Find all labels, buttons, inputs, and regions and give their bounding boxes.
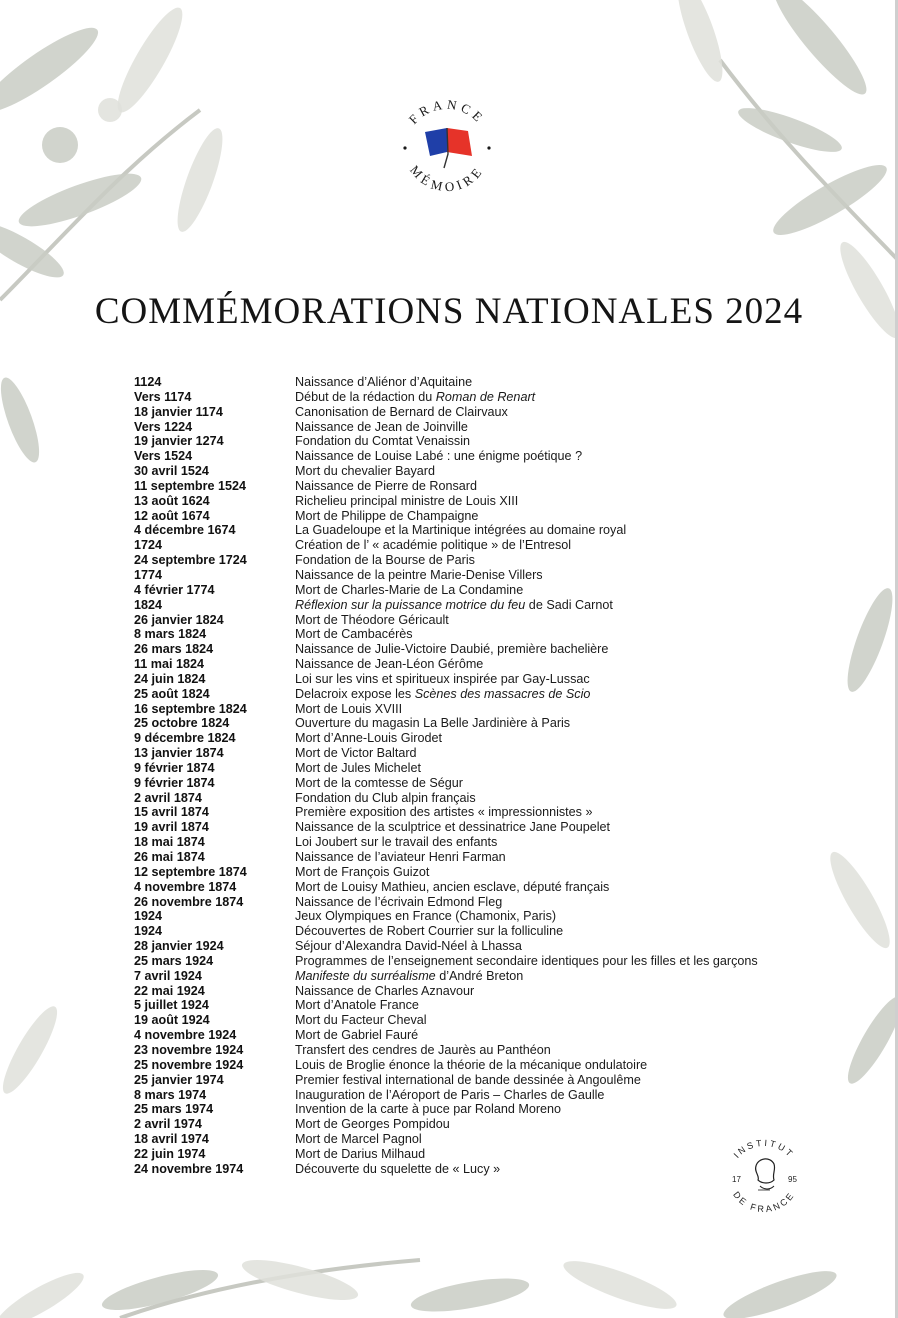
event-text: Fondation du Comtat Venaissin [295,434,471,449]
event-description [295,687,590,702]
event-description [295,969,523,984]
event-date: 2 avril 1874 [134,790,202,805]
list-item [134,746,824,761]
list-item [134,909,824,924]
event-date: 4 novembre 1924 [134,1028,237,1043]
event-description [295,1117,450,1132]
event-date: Vers 1524 [134,449,193,464]
event-text: Mort d’Anatole France [295,998,419,1013]
event-description [295,1028,418,1043]
event-date: 11 septembre 1524 [134,478,247,493]
list-item [134,464,824,479]
list-item [134,820,824,835]
event-description [295,880,609,895]
event-text: Premier festival international de bande dessinée à Angoulême [295,1072,641,1087]
list-item [134,598,824,613]
event-text: Delacroix expose les [295,686,415,701]
event-text: Découverte du squelette de « Lucy » [295,1161,501,1176]
event-description [295,1162,500,1177]
event-date: Vers 1174 [134,389,192,404]
event-description [295,642,608,657]
list-item [134,924,824,939]
event-description [295,405,508,420]
event-date: 9 février 1874 [134,760,215,775]
event-description [295,702,402,717]
event-date: 25 janvier 1974 [134,1072,224,1087]
event-date: 25 novembre 1924 [134,1057,244,1072]
event-date: 12 août 1674 [134,508,210,523]
list-item [134,509,824,524]
event-text: Canonisation de Bernard de Clairvaux [295,404,508,419]
france-memoire-logo [392,88,502,208]
event-description [295,835,497,850]
event-text: Mort de la comtesse de Ségur [295,775,463,790]
event-text: Naissance de Pierre de Ronsard [295,478,478,493]
event-text-after: de Sadi Carnot [525,597,613,612]
list-item [134,1013,824,1028]
event-text: Découvertes de Robert Courrier sur la folliculine [295,924,564,939]
list-item [134,687,824,702]
event-text: Naissance de Charles Aznavour [295,983,475,998]
event-text: Début de la rédaction du [295,389,436,404]
event-description [295,390,535,405]
event-date: 30 avril 1524 [134,464,209,479]
event-date: 19 août 1924 [134,1013,210,1028]
list-item [134,627,824,642]
event-description [295,805,592,820]
event-description [295,1088,604,1103]
event-description [295,909,556,924]
event-date: 1824 [134,597,163,612]
event-text: Loi Joubert sur le travail des enfants [295,835,498,850]
list-item [134,672,824,687]
page-title: COMMÉMORATIONS NATIONALES 2024 [94,291,804,332]
svg-text:DE FRANCE [731,1190,797,1215]
event-date: 4 décembre 1674 [134,523,236,538]
event-text: Jeux Olympiques en France (Chamonix, Paris) [295,909,557,924]
list-item [134,1073,824,1088]
list-item [134,1088,824,1103]
svg-text:MÉMOIRE [407,162,487,194]
event-title-italic: Roman de Renart [435,389,536,404]
event-description [295,865,429,880]
event-description [295,731,442,746]
event-text: Création de l’ « académie politique » de l’Entresol [295,538,572,553]
event-text: Naissance de Louise Labé : une énigme poétique ? [295,449,583,464]
event-date: 5 juillet 1924 [134,998,209,1013]
logo-bottom-text: MÉMOIRE [407,162,487,195]
list-item [134,716,824,731]
list-item [134,1028,824,1043]
event-description [295,746,417,761]
event-text-after: d’André Breton [435,968,524,983]
list-item [134,880,824,895]
event-description [295,998,419,1013]
event-description [295,523,626,538]
event-description [295,791,476,806]
list-item [134,835,824,850]
event-description [295,1043,551,1058]
logo-top-text: FRANCE [405,96,489,128]
event-description [295,420,468,435]
list-item [134,761,824,776]
event-date: 19 janvier 1274 [134,434,224,449]
event-text: Programmes de l’enseignement secondaire identiques pour les filles et les garçons [295,953,758,968]
event-date: 18 mai 1874 [134,835,205,850]
event-text: Naissance de la peintre Marie-Denise Villers [295,567,543,582]
event-date: 9 février 1874 [134,775,215,790]
event-date: 25 mars 1924 [134,953,214,968]
list-item [134,553,824,568]
event-text: Mort du Facteur Cheval [295,1013,427,1028]
event-description [295,494,518,509]
list-item [134,538,824,553]
list-item [134,1058,824,1073]
event-date: 18 janvier 1174 [134,404,223,419]
event-date: 1774 [134,567,163,582]
event-title-italic: Manifeste du surréalisme [295,968,436,983]
event-description [295,479,477,494]
event-title-italic: Scènes des massacres de Scio [414,686,591,701]
event-text: Mort de Charles-Marie de La Condamine [295,582,524,597]
event-date: 7 avril 1924 [134,968,202,983]
event-date: 13 août 1624 [134,493,210,508]
event-date: 22 mai 1924 [134,983,205,998]
event-date: Vers 1224 [134,419,193,434]
event-date: 28 janvier 1924 [134,939,224,954]
event-description [295,820,610,835]
event-text: Transfert des cendres de Jaurès au Panthéon [295,1042,551,1057]
list-item [134,954,824,969]
event-text: Mort de Jules Michelet [295,760,421,775]
event-text: Loi sur les vins et spiritueux inspirée par Gay-Lussac [295,671,590,686]
event-date: 19 avril 1874 [134,820,209,835]
event-text: Mort de Louisy Mathieu, ancien esclave, député français [295,879,610,894]
list-item [134,939,824,954]
event-date: 26 novembre 1874 [134,894,244,909]
logo-if-year-right: 95 [788,1175,797,1184]
list-item [134,895,824,910]
logo-if-year-left: 17 [732,1175,741,1184]
list-item [134,776,824,791]
list-item [134,494,824,509]
list-item [134,390,824,405]
event-text: Mort de Darius Milhaud [295,1146,426,1161]
list-item [134,405,824,420]
event-description [295,850,506,865]
event-date: 1124 [134,375,162,389]
list-item [134,984,824,999]
event-text: Fondation de la Bourse de Paris [295,553,475,568]
event-date: 18 avril 1974 [134,1132,209,1147]
event-text: Naissance de la sculptrice et dessinatrice Jane Poupelet [295,820,611,835]
list-item [134,791,824,806]
event-text: Naissance de l’écrivain Edmond Fleg [295,894,503,909]
event-date: 2 avril 1974 [134,1117,202,1132]
list-item [134,850,824,865]
event-date: 15 avril 1874 [134,805,209,820]
event-title-italic: Réflexion sur la puissance motrice du feu [295,597,526,612]
list-item [134,449,824,464]
event-text: Séjour d’Alexandra David-Néel à Lhassa [295,939,522,954]
list-item [134,805,824,820]
event-description [295,583,523,598]
minerva-head-icon [756,1159,775,1190]
svg-text:INSTITUT [732,1138,797,1160]
list-item [134,657,824,672]
event-text: Naissance de l’aviateur Henri Farman [295,850,506,864]
event-description [295,434,470,449]
list-item [134,702,824,717]
logo-if-top-text: INSTITUT [731,1137,797,1160]
event-date: 4 février 1774 [134,582,215,597]
event-date: 25 mars 1974 [134,1102,214,1117]
list-item [134,434,824,449]
event-description [295,657,483,672]
event-text: Fondation du Club alpin français [295,790,476,805]
event-description [295,538,571,553]
event-text: Invention de la carte à puce par Roland Moreno [295,1102,562,1117]
event-date: 16 septembre 1824 [134,701,247,716]
event-date: 24 juin 1824 [134,671,206,686]
event-text: La Guadeloupe et la Martinique intégrées au domaine royal [295,523,627,538]
event-description [295,1132,422,1147]
event-text: Mort de Louis XVIII [295,701,403,716]
event-text: Première exposition des artistes « impressionnistes » [295,805,593,820]
event-description [295,613,449,628]
list-item [134,731,824,746]
flag-icon [425,128,472,168]
event-text: Richelieu principal ministre de Louis XIII [295,493,519,508]
list-item [134,998,824,1013]
event-date: 8 mars 1974 [134,1087,207,1102]
event-date: 1724 [134,538,163,553]
event-text: Mort de Théodore Géricault [295,612,449,627]
list-item [134,375,824,390]
list-item [134,613,824,628]
event-text: Naissance de Jean-Léon Gérôme [295,657,484,672]
event-text: Mort de Marcel Pagnol [295,1132,422,1147]
event-text: Naissance de Jean de Joinville [295,419,468,434]
event-description [295,1013,427,1028]
event-description [295,464,435,479]
event-date: 25 août 1824 [134,686,210,701]
event-description [295,553,475,568]
list-item [134,583,824,598]
event-description [295,924,563,939]
event-text: Ouverture du magasin La Belle Jardinière à Paris [295,716,571,731]
event-description [295,509,478,524]
event-date: 24 septembre 1724 [134,553,247,568]
event-date: 4 novembre 1874 [134,879,237,894]
event-description [295,598,613,613]
svg-text:FRANCE [406,97,489,127]
event-description [295,568,543,583]
event-description [295,776,463,791]
event-text: Mort du chevalier Bayard [295,464,435,479]
list-item [134,479,824,494]
event-date: 26 janvier 1824 [134,612,224,627]
institut-de-france-logo [718,1130,810,1222]
event-description [295,1102,561,1117]
event-text: Louis de Broglie énonce la théorie de la mécanique ondulatoire [295,1057,648,1072]
list-item [134,568,824,583]
event-date: 23 novembre 1924 [134,1042,244,1057]
logo-if-bottom-text: DE FRANCE [731,1189,797,1215]
event-date: 24 novembre 1974 [134,1161,244,1176]
event-description [295,1147,425,1162]
list-item [134,969,824,984]
event-date: 1924 [134,909,163,924]
event-description [295,761,421,776]
event-date: 8 mars 1824 [134,627,207,642]
event-date: 26 mai 1874 [134,850,205,864]
event-text: Mort de Georges Pompidou [295,1117,450,1132]
list-item [134,420,824,435]
event-date: 11 mai 1824 [134,657,205,672]
event-text: Naissance d’Aliénor d’Aquitaine [295,375,473,389]
list-item [134,523,824,538]
event-date: 1924 [134,924,163,939]
event-description [295,375,472,390]
event-date: 22 juin 1974 [134,1146,206,1161]
event-text: Mort de Cambacérès [295,627,413,642]
event-text: Inauguration de l’Aéroport de Paris – Charles de Gaulle [295,1087,605,1102]
event-description [295,672,590,687]
list-item [134,1102,824,1117]
commemorations-list [134,375,824,1177]
event-text: Mort de Gabriel Fauré [295,1028,419,1043]
event-date: 26 mars 1824 [134,642,214,657]
event-description [295,1073,641,1088]
event-description [295,895,502,910]
event-text: Mort de Philippe de Champaigne [295,508,479,523]
event-text: Mort d’Anne-Louis Girodet [295,731,442,746]
event-description [295,984,474,999]
event-text: Naissance de Julie-Victoire Daubié, première bachelière [295,642,609,657]
event-description [295,627,413,642]
event-date: 25 octobre 1824 [134,716,230,731]
event-date: 13 janvier 1874 [134,746,224,761]
event-date: 12 septembre 1874 [134,864,247,879]
event-description [295,449,582,464]
list-item [134,1043,824,1058]
event-description [295,954,758,969]
event-description [295,939,522,954]
event-text: Mort de Victor Baltard [295,746,417,761]
event-description [295,1058,647,1073]
event-text: Mort de François Guizot [295,864,430,879]
list-item [134,642,824,657]
list-item [134,865,824,880]
event-description [295,716,570,731]
event-date: 9 décembre 1824 [134,731,236,746]
